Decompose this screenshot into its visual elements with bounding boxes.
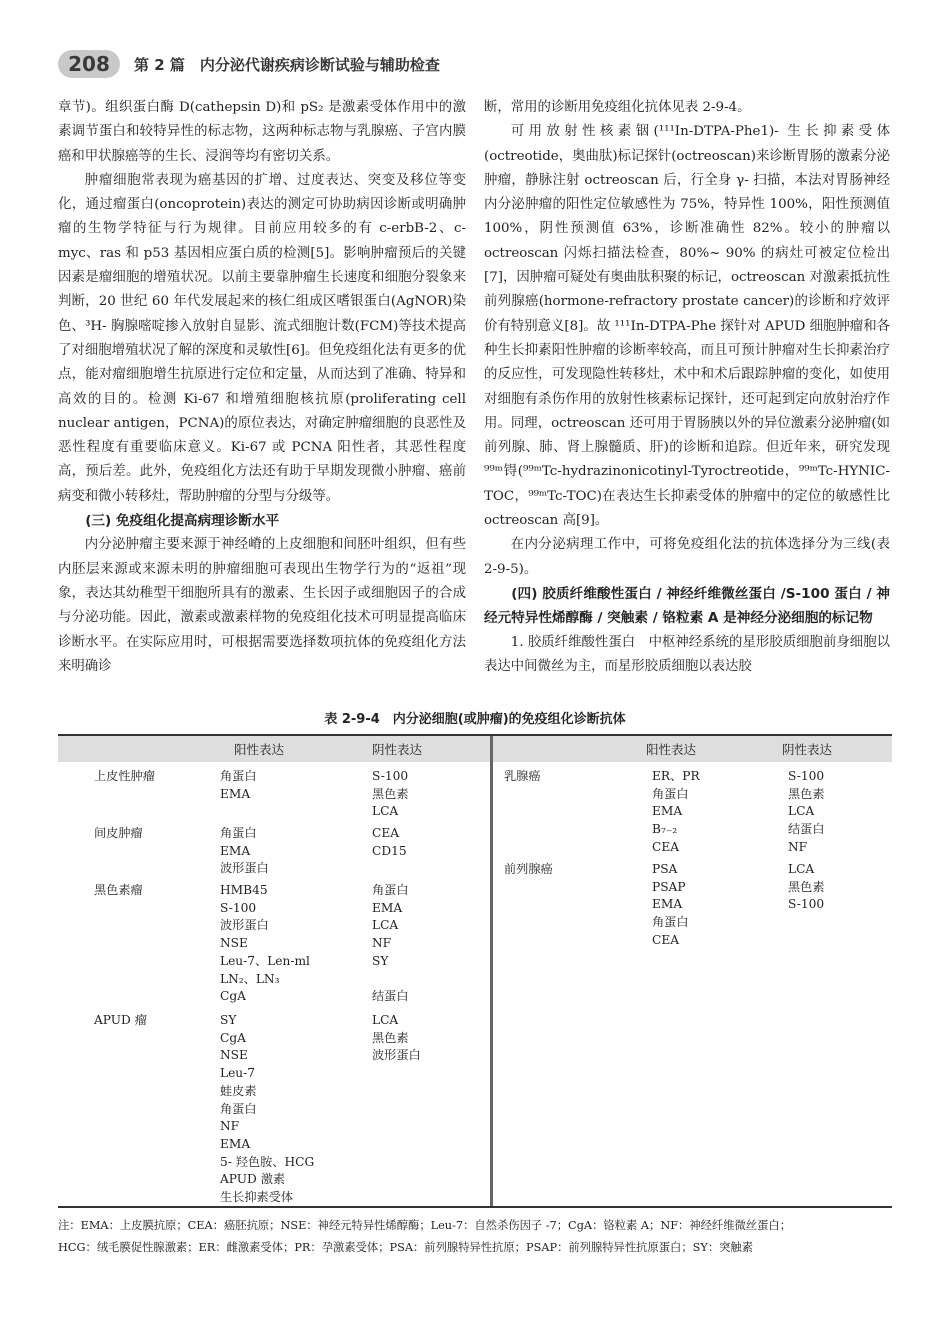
marker: S-100 (788, 769, 825, 783)
marker: NSE (220, 1048, 248, 1063)
marker: 生长抑素受体 (220, 1190, 294, 1205)
table-caption: 表 2-9-4 内分泌细胞(或肿瘤)的免疫组化诊断抗体 (324, 712, 626, 727)
marker: 角蛋白 (220, 769, 257, 783)
paragraph: 在内分泌病理工作中，可将免疫组化法的抗体选择分为三线(表 2-9-5)。 (484, 537, 890, 577)
marker: S-100 (372, 769, 409, 783)
marker: 5- 羟色胺、HCG (220, 1154, 315, 1169)
marker: 结蛋白 (788, 822, 825, 837)
marker: B₇₋₂ (652, 822, 678, 837)
marker: CEA (372, 826, 400, 840)
marker: LCA (788, 804, 815, 819)
antibody-table (58, 734, 892, 1208)
marker: 角蛋白 (220, 1101, 257, 1116)
negative-markers (788, 861, 825, 914)
marker: 蛙皮素 (220, 1083, 257, 1098)
negative-markers (788, 768, 825, 857)
marker: PSAP (652, 879, 686, 894)
marker: SY (220, 1013, 237, 1027)
marker: Leu-7 (220, 1066, 256, 1081)
part-title: 第 2 篇 内分泌代谢疾病诊断试验与辅助检查 (134, 56, 440, 74)
marker: 角蛋白 (652, 786, 689, 801)
marker: LN₂、LN₃ (220, 971, 280, 986)
tumor-name: 黑色素瘤 (94, 883, 143, 897)
marker: NF (220, 1119, 240, 1134)
right-column (484, 96, 890, 679)
tumor-name: APUD 瘤 (94, 1013, 147, 1027)
paragraph: 可用放射性核素铟(¹¹¹In-DTPA-Phe1)- 生长抑素受体(octreotide，奥曲肽)标记探针(octreoscan)来诊断胃肠的激素分泌肿瘤，静脉注射 octreoscan 后，行全身 γ- 扫描，本法对胃肠神经内分泌肿瘤的阳性定位敏感性为 75%，特异性 100%，阳性预测值 100%，阴性预测值 63%，诊断准确性 82%。较小的肿瘤以 octreoscan 闪烁扫描法检查，80%~ 90% 的病灶可被定位检出[7]，因肿瘤可疑处有奥曲肽积聚的标记，octreoscan 对激素抵抗性前列腺癌(hormone-refractory prostate cancer)的诊断和疗效评价有特别意义[8]。故 ¹¹¹In-DTPA-Phe 探针对 APUD 细胞肿瘤和各种生长抑素阳性肿瘤的诊断率较高，而且可预计肿瘤对生长抑素治疗的反应性，可发现隐性转移灶，术中和术后跟踪肿瘤的变化，如使用对细胞有杀伤作用的放射性核素标记探针，还可起到定向放射治疗作用。同理，octreoscan 还可用于胃肠胰以外的异位激素分泌肿瘤(如前列腺、肺、肾上腺髓质、肝)的诊断和追踪。但近年来，研究发现 ⁹⁹ᵐ锝(⁹⁹ᵐTc-hydrazinonicotinyl-Tyroctreotide，⁹⁹ᵐTc-HYNIC-TOC，⁹⁹ᵐTc-TOC)在表达生长抑素受体的肿瘤中的定位的敏感性比 octreoscan 高[9]。 (484, 124, 890, 529)
marker: 波形蛋白 (372, 1048, 421, 1063)
paragraph: 断，常用的诊断用免疫组化抗体见表 2-9-4。 (484, 100, 751, 115)
marker: EMA (652, 804, 683, 819)
marker: ER、PR (652, 769, 700, 783)
marker: 角蛋白 (652, 915, 689, 930)
paragraph: 章节)。组织蛋白酶 D(cathepsin D)和 pS₂ 是激素受体作用中的激素调节蛋白和较特异性的标志物，这两种标志物与乳腺癌、子宫内膜癌和甲状腺癌等的生长、浸润等均有密切关系。 (58, 100, 466, 164)
paragraph: 肿瘤细胞常表现为癌基因的扩增、过度表达、突变及移位等变化，通过瘤蛋白(oncoprotein)表达的测定可协助病因诊断或明确肿瘤的生物学特征与行为规律。目前应用较多的有 c-erbB-2、c-myc、ras 和 p53 基因相应蛋白质的检测[5]。影响肿瘤预后的关键因素是瘤细胞的增殖状况。以前主要靠肿瘤生长速度和细胞分裂象来判断，20 世纪 60 年代发展起来的核仁组成区嗜银蛋白(AgNOR)染色、³H- 胸腺嘧啶掺入放射自显影、流式细胞计数(FCM)等技术提高了对细胞增殖状况了解的深度和灵敏性[6]。但免疫组化法有更多的优点，能对瘤细胞增生抗原进行定位和定量，从而达到了准确、特异和高效的目的。检测 Ki-67 和增殖细胞核抗原(proliferating cell nuclear antigen，PCNA)的原位表达，对确定肿瘤细胞的良恶性及恶性程度有重要临床意义。Ki-67 或 PCNA 阳性者，其恶性程度高，预后差。此外，免疫组化方法还有助于早期发现微小肿瘤、癌前病变和微小转移灶，帮助肿瘤的分型与分级等。 (58, 172, 466, 504)
marker (372, 971, 409, 989)
marker: 波形蛋白 (220, 918, 269, 933)
negative-markers (372, 1012, 421, 1065)
marker: EMA (220, 843, 251, 858)
marker: LCA (372, 804, 399, 819)
table-footnote (58, 1215, 892, 1259)
header-positive-right: 阳性表达 (646, 742, 697, 757)
marker: 角蛋白 (220, 826, 257, 840)
marker: 角蛋白 (372, 883, 409, 897)
positive-markers (220, 768, 257, 803)
marker: LCA (788, 862, 815, 876)
positive-markers (652, 861, 689, 950)
marker: HMB45 (220, 883, 268, 897)
marker: CgA (220, 1030, 246, 1045)
table-divider (490, 736, 493, 1206)
negative-markers (372, 825, 407, 860)
tumor-name: 乳腺癌 (504, 769, 541, 783)
marker: S-100 (788, 897, 825, 912)
marker: PSA (652, 862, 678, 876)
negative-markers (372, 768, 409, 821)
marker: LCA (372, 918, 399, 933)
running-header (58, 50, 898, 80)
paragraph: 1. 胶质纤维酸性蛋白 中枢神经系统的星形胶质细胞前身细胞以表达中间微丝为主，而星形胶质细胞以表达胶 (484, 634, 890, 674)
marker: CEA (652, 932, 680, 947)
positive-markers (220, 825, 269, 878)
header-negative-right: 阴性表达 (782, 742, 833, 757)
marker: 黑色素 (788, 786, 825, 801)
positive-markers (220, 1012, 314, 1207)
tumor-name: 间皮肿瘤 (94, 826, 143, 840)
marker: S-100 (220, 900, 257, 915)
marker: 黑色素 (372, 786, 409, 801)
section-heading: (四) 胶质纤维酸性蛋白 / 神经纤维微丝蛋白 /S-100 蛋白 / 神经元特异性烯醇酶 / 突触素 / 铬粒素 A 是神经分泌细胞的标记物 (484, 585, 890, 627)
negative-markers (372, 882, 409, 1006)
header-positive-left: 阳性表达 (234, 742, 285, 757)
marker: NF (372, 936, 392, 951)
marker: CgA (220, 989, 246, 1004)
marker: LCA (372, 1013, 399, 1027)
marker: 黑色素 (788, 879, 825, 894)
marker: SY (372, 953, 389, 968)
tumor-name: 上皮性肿瘤 (94, 769, 155, 783)
positive-markers (652, 768, 700, 857)
left-column (58, 96, 466, 679)
marker: APUD 激素 (220, 1172, 286, 1187)
marker: 黑色素 (372, 1030, 409, 1045)
marker: EMA (220, 786, 251, 801)
footnote-line: 注：EMA：上皮膜抗原；CEA：癌胚抗原；NSE：神经元特异性烯醇酶；Leu-7：自然杀伤因子 -7；CgA：铬粒素 A；NF：神经纤维微丝蛋白； (58, 1219, 792, 1232)
table-header-band (58, 736, 892, 762)
marker: NSE (220, 936, 248, 951)
section-heading: (三) 免疫组化提高病理诊断水平 (85, 513, 280, 530)
marker: 结蛋白 (372, 989, 409, 1004)
marker: NF (788, 839, 808, 854)
marker: CEA (652, 839, 680, 854)
marker: EMA (372, 900, 403, 915)
header-negative-left: 阴性表达 (372, 742, 423, 757)
marker: EMA (652, 897, 683, 912)
positive-markers (220, 882, 310, 1006)
page-number: 208 (58, 50, 120, 78)
table-bottom-rule (58, 1206, 892, 1208)
marker: Leu-7、Len-ml (220, 953, 310, 968)
tumor-name: 前列腺癌 (504, 862, 553, 876)
footnote-line: HCG：绒毛膜促性腺激素；ER：雌激素受体；PR：孕激素受体；PSA：前列腺特异性抗原；PSAP：前列腺特异性抗原蛋白；SY：突触素 (58, 1241, 754, 1254)
marker: 波形蛋白 (220, 861, 269, 876)
marker: EMA (220, 1136, 251, 1151)
paragraph: 内分泌肿瘤主要来源于神经嵴的上皮细胞和间胚叶组织，但有些内胚层来源或来源未明的肿瘤细胞可表现出生物学行为的“返祖”现象，表达其幼稚型干细胞所具有的激素、生长因子或细胞因子的合成与分泌功能。因此，激素或激素样物的免疫组化技术可明显提高临床诊断水平。在实际应用时，可根据需要选择数项抗体的免疫组化方法来明确诊 (58, 537, 466, 674)
marker: CD15 (372, 843, 407, 858)
